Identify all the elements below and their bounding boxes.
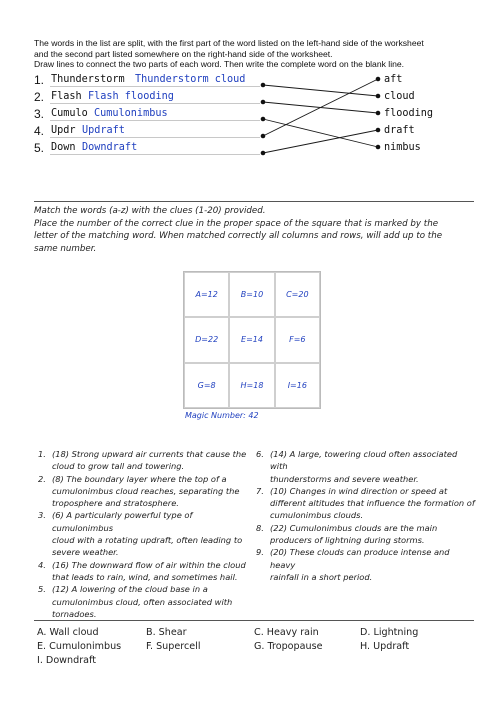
magic-square-cell[interactable]: F=6 [275,317,320,362]
clue-text: different altitudes that influence the formation of [270,498,475,509]
option-label: H. Updraft [360,641,410,652]
matching-instructions [34,205,474,255]
clue-text: (8) The boundary layer where the top of a [52,473,227,484]
matching-instruction-line: Place the number of the correct clue in the proper space of the square that is marked by the [34,218,439,229]
connector-layer [0,0,500,200]
clue-item [256,522,476,547]
answer-input[interactable]: Updraft [82,125,125,136]
clue-list-right [256,448,476,583]
magic-square-cell[interactable]: I=16 [275,363,320,408]
clue-text: (10) Changes in wind direction or speed at [270,485,448,496]
clue-text: cumulonimbus cloud, often associated with [52,596,233,607]
option-label: I. Downdraft [37,655,96,666]
clue-text: cloud to grow tall and towering. [52,461,185,472]
magic-square-cell[interactable]: B=10 [229,272,274,317]
magic-square-cell[interactable]: E=14 [229,317,274,362]
row-number: 1. [34,73,45,87]
option-label: C. Heavy rain [254,627,319,638]
clue-item [38,448,248,473]
clue-text: producers of lightning during storms. [270,535,425,546]
matching-instruction-line: letter of the matching word. When matched correctly all columns and rows, will add up to the [34,231,443,241]
clue-text: thunderstorms and severe weather. [270,473,419,484]
row-number: 2. [34,90,45,104]
clue-text: (6) A particularly powerful type of cumulonimbus [52,510,193,533]
instruction-line: and the second part listed somewhere on the right-hand side of the worksheet. [34,48,333,59]
connector-line[interactable] [263,85,378,96]
clue-text: (18) Strong upward air currents that cause the [52,449,247,459]
clue-text: tornadoes. [52,608,97,619]
connector-dot [261,100,266,105]
instruction-line: The words in the list are split, with the first part of the word listed on the left-hand side of the worksheet [34,38,424,48]
clue-text: (16) The downward flow of air within the cloud [52,559,246,570]
word-first-part: Flash [51,91,82,102]
clue-text: (22) Cumulonimbus clouds are the main [270,522,438,533]
clue-number: 8. [256,522,264,533]
magic-square-cell[interactable]: H=18 [229,363,274,408]
clue-text: troposphere and stratosphere. [52,498,179,509]
magic-square-cell[interactable]: G=8 [184,363,229,408]
instruction-line: Draw lines to connect the two parts of each word. Then write the complete word on the blank line. [34,59,405,69]
clue-item [38,583,248,620]
word-second-part: draft [384,125,415,136]
clue-item [38,473,248,510]
clue-item [256,546,476,583]
clue-text: rainfall in a short period. [270,571,373,582]
clue-text: cumulonimbus clouds. [270,510,364,521]
clue-item [38,509,248,558]
clue-number: 1. [38,449,46,459]
clue-text: cloud with a rotating updraft, often leading to [52,535,243,546]
connector-dot [376,77,381,82]
answer-input[interactable]: Downdraft [82,142,138,153]
section-divider [34,620,474,621]
option-label: F. Supercell [146,641,201,652]
word-first-part: Down [51,142,76,153]
clue-text: (14) A large, towering cloud often associated with [270,449,458,472]
clue-number: 5. [38,584,46,595]
clue-item [38,559,248,584]
magic-square-cell[interactable]: C=20 [275,272,320,317]
connector-line[interactable] [263,79,378,136]
answer-input[interactable]: Flash flooding [88,91,174,102]
connector-dot [261,83,266,88]
clue-item [256,485,476,522]
clue-text: cumulonimbus cloud reaches, separating the [52,485,240,496]
magic-square-cell[interactable]: A=12 [184,272,229,317]
answer-input[interactable]: Thunderstorm cloud [135,74,246,85]
connector-dot [376,94,381,99]
row-number: 4. [34,124,45,138]
option-label: E. Cumulonimbus [37,641,122,652]
clue-text: severe weather. [52,547,119,558]
clue-number: 9. [256,547,264,558]
connector-dot [261,134,266,139]
row-number: 5. [34,141,45,155]
connector-dot [261,151,266,156]
option-label: D. Lightning [360,627,419,638]
section-divider [34,201,474,202]
connector-dot [261,117,266,122]
word-first-part: Thunderstorm [51,74,125,85]
clue-number: 3. [38,510,46,521]
magic-square [183,271,321,409]
clue-number: 2. [38,473,46,484]
word-second-part: flooding [384,108,434,119]
clue-number: 6. [256,449,264,459]
clue-number: 4. [38,559,46,570]
answer-input[interactable]: Cumulonimbus [94,108,168,119]
connector-dot [376,111,381,116]
clue-text: that leads to rain, wind, and sometimes hail. [52,571,238,582]
magic-number: Magic Number: 42 [185,411,259,420]
clue-text: (12) A lowering of the cloud base in a [52,584,208,595]
matching-instruction-line: Match the words (a-z) with the clues (1-20) provided. [34,206,266,216]
magic-square-cell[interactable]: D=22 [184,317,229,362]
word-second-part: aft [384,74,403,85]
clue-text: (20) These clouds can produce intense and heavy [270,547,450,570]
matching-instruction-line: same number. [34,243,97,254]
clue-list-left [38,448,248,620]
word-second-part: cloud [384,91,415,102]
word-first-part: Updr [51,125,76,136]
connector-dot [376,145,381,150]
connector-dot [376,128,381,133]
option-label: G. Tropopause [254,641,323,652]
word-first-part: Cumulo [51,108,88,119]
option-label: A. Wall cloud [37,627,99,638]
row-number: 3. [34,107,45,121]
clue-number: 7. [256,485,264,496]
word-second-part: nimbus [384,142,421,153]
option-label: B. Shear [146,627,187,638]
clue-item [256,448,476,485]
